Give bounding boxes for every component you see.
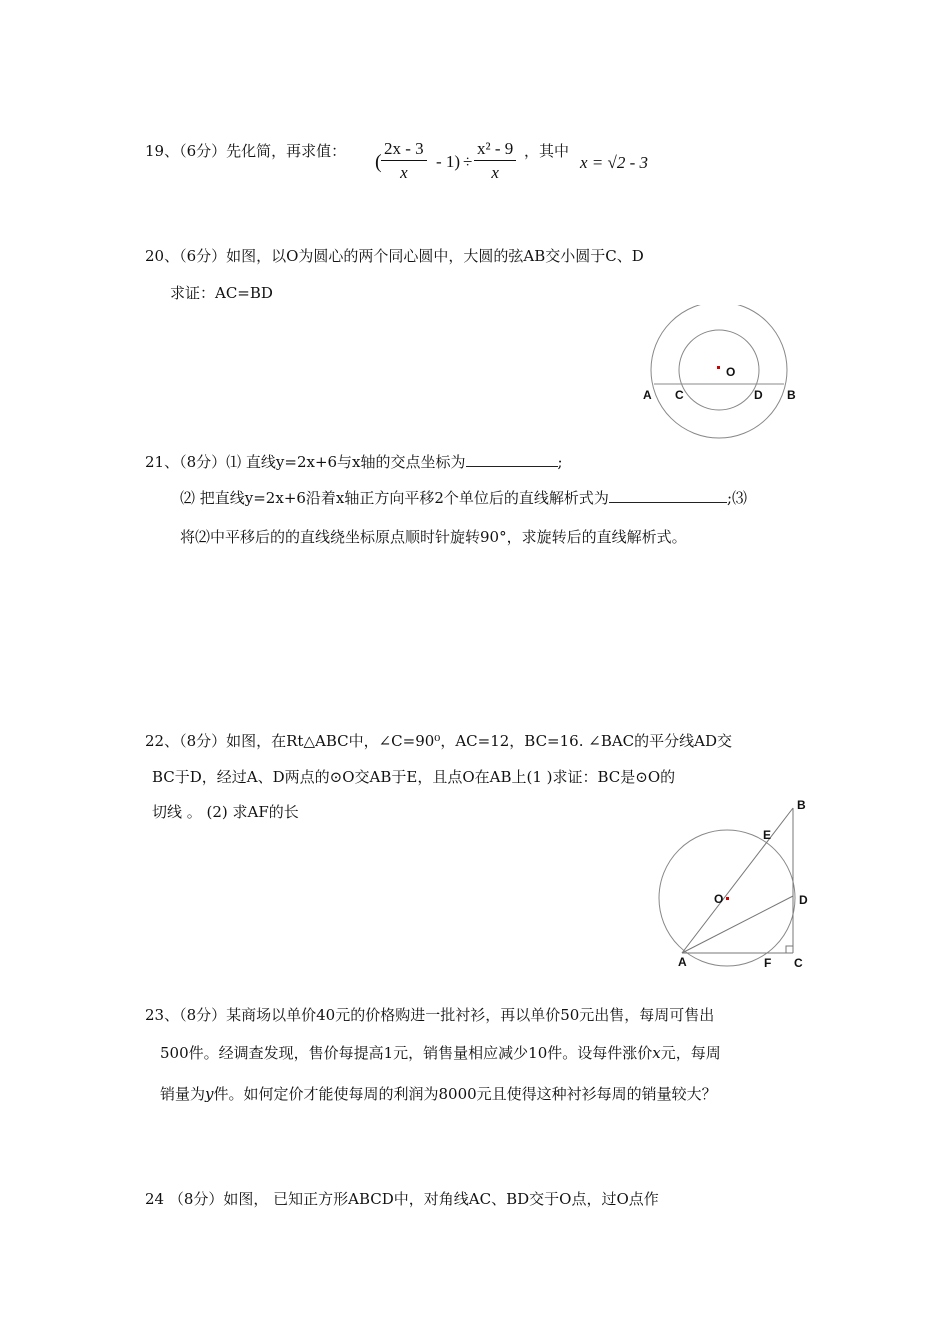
q23-line-2 [160, 1043, 721, 1063]
q21-line-3: 将⑵中平移后的的直线绕坐标原点顺时针旋转90°，求旋转后的直线解析式。 [180, 528, 687, 546]
q19-minus-one: - 1) [436, 152, 461, 171]
q23-line-3 [160, 1084, 717, 1104]
q22-line-3: 切线 。 (2) 求AF的长 [152, 803, 299, 821]
q23-line-2-end: 元，每周 [660, 1044, 721, 1062]
q21-line-2 [180, 487, 747, 508]
q20-label-c: C [675, 388, 684, 402]
q20-line-1: 20、（6分）如图，以O为圆心的两个同心圆中，大圆的弦AB交小圆于C、D [145, 247, 644, 265]
q23-variable-x: x [652, 1044, 661, 1062]
q20-label-d: D [754, 388, 763, 402]
q20-label-a: A [643, 388, 652, 402]
q19-fraction-2 [474, 138, 516, 185]
q23-line-1: 23、（8分）某商场以单价40元的价格购进一批衬衫，再以单价50元出售，每周可售出 [145, 1006, 715, 1024]
q19-divide-sign: ÷ [463, 152, 473, 171]
q19-frac2-denominator: x [491, 163, 499, 182]
q22-label-a: A [678, 955, 687, 969]
q22-label-d: D [799, 893, 808, 907]
q19-frac1-numerator: 2x - 3 [381, 138, 427, 161]
q21-line-2-text: ⑵ 把直线y=2x+6沿着x轴正方向平移2个单位后的直线解析式为 [180, 489, 609, 507]
q20-line-2: 求证：AC=BD [170, 284, 273, 302]
q22-label-f: F [764, 956, 772, 970]
q20-label-o: O [726, 365, 736, 379]
q20-center-dot [717, 366, 720, 369]
q20-label-b: B [787, 388, 796, 402]
q21-answer-blank-2[interactable] [609, 487, 727, 503]
q21-line-1 [145, 451, 563, 472]
q19-text: 19、（6分）先化简，再求值： [145, 142, 347, 160]
q19-where-text: ，其中 [524, 142, 570, 160]
q22-line-1: 22、（8分）如图，在Rt△ABC中，∠C=90⁰，AC=12，BC=16. ∠BAC的平分线AD交 [145, 732, 733, 750]
q19-frac1-denominator: x [400, 163, 408, 182]
q22-label-e: E [763, 828, 772, 842]
q22-side-ab [682, 808, 793, 953]
q23-line-3-text: 件。如何定价才能使每周的利润为8000元且使得这种衬衫每周的销量较大？ [213, 1085, 717, 1103]
q22-line-2: BC于D，经过A、D两点的⊙O交AB于E，且点O在AB上(1 )求证：BC是⊙O的 [152, 768, 676, 786]
q20-large-circle [651, 305, 787, 438]
q21-line-1-end: ; [557, 453, 563, 471]
q22-right-triangle-circle-figure [650, 792, 820, 972]
q20-concentric-circles-figure [630, 305, 810, 440]
q19-frac2-numerator: x² - 9 [474, 138, 516, 161]
q22-label-o: O [714, 892, 724, 906]
q20-small-circle [679, 330, 759, 410]
q21-line-1-text: 21、（8分）⑴ 直线y=2x+6与x轴的交点坐标为 [145, 453, 466, 471]
q19-paren-open: ( [375, 151, 382, 173]
q22-right-angle-mark [786, 946, 793, 953]
q22-center-dot [726, 897, 729, 900]
q21-answer-blank-1[interactable] [466, 451, 558, 467]
q22-label-c: C [794, 956, 803, 970]
q21-line-2-end: ;⑶ [726, 489, 747, 507]
q23-line-2-text: 500件。经调查发现，售价每提高1元，销售量相应减少10件。设每件涨价 [160, 1044, 653, 1062]
q19-x-value: x = √2 - 3 [580, 153, 649, 172]
q23-variable-y: y [205, 1085, 214, 1103]
q23-line-3-start: 销量为 [160, 1085, 206, 1103]
q19-fraction-1 [381, 138, 427, 185]
q24-line-1: 24 （8分）如图， 已知正方形ABCD中，对角线AC、BD交于O点，过O点作 [145, 1190, 659, 1208]
q22-label-b: B [797, 798, 806, 812]
